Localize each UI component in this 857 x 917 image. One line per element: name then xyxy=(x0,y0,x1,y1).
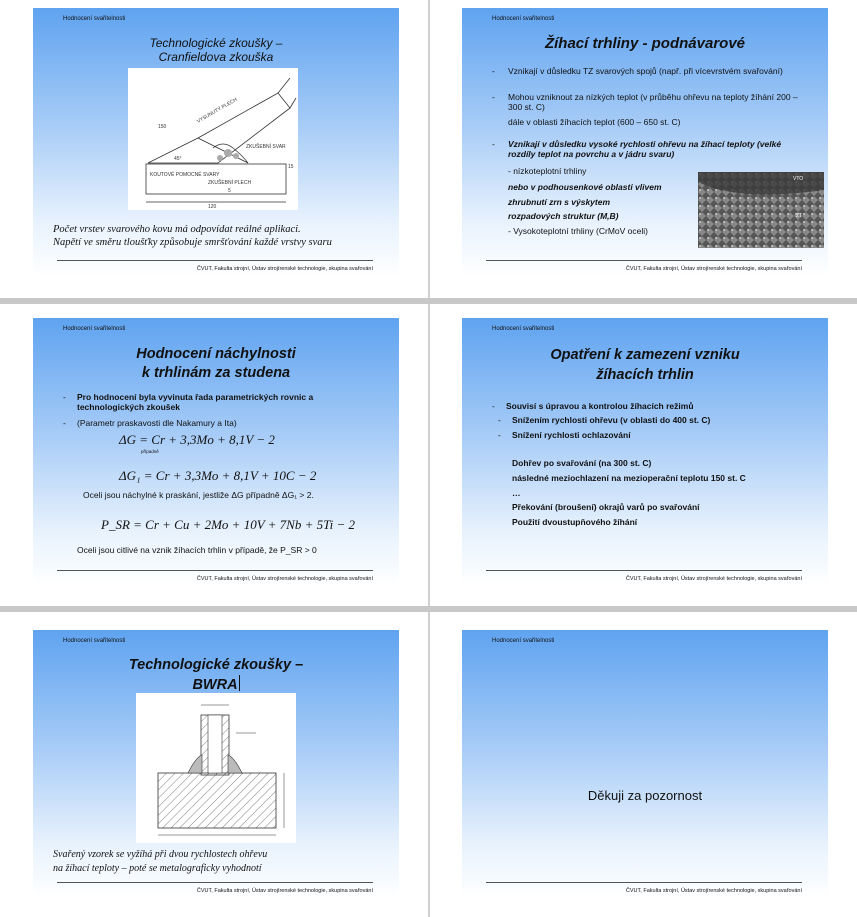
svg-text:VTO: VTO xyxy=(793,176,804,182)
slide-footer: ČVUT, Fakulta strojní, Ústav strojírenské technologie, skupina svařování xyxy=(625,576,802,582)
slide-header: Hodnocení svařitelnosti xyxy=(63,16,126,22)
bullet-text: dále v oblasti žíhacích teplot (600 – 650 st. C) xyxy=(508,117,681,127)
body-line: Dohřev po svařování (na 300 st. C) xyxy=(512,458,652,468)
column-separator xyxy=(428,0,430,917)
svg-text:5: 5 xyxy=(228,188,231,194)
svg-text:KOUTOVÉ POMOCNÉ SVARY: KOUTOVÉ POMOCNÉ SVARY xyxy=(150,172,220,178)
footer-rule xyxy=(57,882,373,883)
svg-text:15: 15 xyxy=(288,164,294,170)
body-line: Použití dvoustupňového žíhání xyxy=(512,517,638,527)
footer-rule xyxy=(57,570,373,571)
svg-text:150: 150 xyxy=(158,124,167,130)
condition-text: Oceli jsou citlivé na vznik žíhacích trhlin v případě, že P_SR > 0 xyxy=(77,545,317,555)
svg-text:ZKUŠEBNÍ SVAR: ZKUŠEBNÍ SVAR xyxy=(246,144,286,150)
bullet-text: Pro hodnocení byla vyvinuta řada parametrických rovnic a technologických zkoušek xyxy=(77,392,314,412)
equation-delta-g: ΔG = Cr + 3,3Mo + 8,1V − 2 xyxy=(119,432,275,447)
sub-text: Snížení rychlosti ochlazování xyxy=(512,430,631,440)
bullet-text: (Parametr praskavosti dle Nakamury a Ita) xyxy=(77,418,237,428)
slide-header: Hodnocení svařitelnosti xyxy=(492,638,555,644)
slide-header: Hodnocení svařitelnosti xyxy=(492,16,555,22)
condition-text: Oceli jsou náchylné k praskání, jestliže ΔG případně ΔG₁ > 2. xyxy=(83,490,314,500)
slide-footer: ČVUT, Fakulta strojní, Ústav strojírenské technologie, skupina svařování xyxy=(625,266,802,272)
sub-text: - nízkoteplotní trhliny xyxy=(508,166,587,176)
slide-caption: Svařený vzorek se vyžíhá při dvou rychlostech ohřevu na žíhací teploty – poté se metalograficky vyhodnotí xyxy=(53,849,268,874)
slide-annealing-cracks[interactable]: Hodnocení svařitelnosti Žíhací trhliny - podnávarové - Vznikají v důsledku TZ svarových spojů (např. při vícevrstvém svařování) - Mohou vzniknout za nízkých teplot (v průběhu ohřevu na teploty žíhání 200 – 300 st. C) dále v oblasti žíhacích teplot (600 – 650 st. C) - Vznikají v důsledku vysoké rychlosti ohřevu na žíhací teploty (velké rozdíly teplot na povrchu a v jádru svaru) - nízkoteplotní trhliny nebo v podhousenkové oblasti vlivem zhrubnutí zrn s výskytem rozpadových struktur (M,B) - Vysokoteplotní trhliny (CrMoV oceli) VTO ZT ČVUT, Fakulta strojní, Ústav strojírenské technologie, skupina svařování xyxy=(462,8,828,276)
body-line: … xyxy=(512,488,521,498)
slide-footer: ČVUT, Fakulta strojní, Ústav strojírenské technologie, skupina svařování xyxy=(196,576,373,582)
slide-title: Žíhací trhliny - podnávarové xyxy=(544,35,746,52)
equation-psr: P_SR = Cr + Cu + 2Mo + 10V + 7Nb + 5Ti − 2 xyxy=(101,517,356,532)
sub-text: rozpadových struktur (M,B) xyxy=(508,211,619,221)
slide-footer: ČVUT, Fakulta strojní, Ústav strojírenské technologie, skupina svařování xyxy=(625,888,802,894)
slide-header: Hodnocení svařitelnosti xyxy=(63,638,126,644)
body-line: následné meziochlazení na mezioperační teplotu 150 st. C xyxy=(512,473,746,483)
slide-footer: ČVUT, Fakulta strojní, Ústav strojírenské technologie, skupina svařování xyxy=(196,266,373,272)
sub-text: - Vysokoteplotní trhliny (CrMoV oceli) xyxy=(508,226,648,236)
row-separator xyxy=(0,606,857,612)
equation-delta-g1: ΔG₁ = Cr + 3,3Mo + 8,1V + 10C − 2 xyxy=(119,468,317,483)
sub-text: Snížením rychlosti ohřevu (v oblasti do 400 st. C) xyxy=(512,415,711,425)
slide-cranfield-test[interactable] xyxy=(33,8,399,276)
footer-rule xyxy=(57,260,373,261)
footer-rule xyxy=(486,260,802,261)
slide-cold-crack-susceptibility[interactable]: Hodnocení svařitelnosti Hodnocení náchylnosti k trhlinám za studena - Pro hodnocení byla vyvinuta řada parametrických rovnic a technologických zkoušek - (Parametr praskavosti dle Nakamury a Ita) ΔG = Cr + 3,3Mo + 8,1V − 2 případně ΔG₁ = Cr + 3,3Mo + 8,1V + 10C − 2 Oceli jsou náchylné k praskání, jestliže ΔG případně ΔG₁ > 2. P_SR = Cr + Cu + 2Mo + 10V + 7Nb + 5Ti − 2 Oceli jsou citlivé na vznik žíhacích trhlin v případě, že P_SR > 0 ČVUT, Fakulta strojní, Ústav strojírenské technologie, skupina svařování xyxy=(33,318,399,586)
row-separator xyxy=(0,298,857,304)
slide-caption: Počet vrstev svarového kovu má odpovídat reálné aplikaci. Napětí ve směru tloušťky způsobuje smršťování každé vrstvy svaru xyxy=(53,224,332,248)
svg-text:ZKUŠEBNÍ PLECH: ZKUŠEBNÍ PLECH xyxy=(208,180,252,186)
text-cursor xyxy=(239,675,240,691)
sub-text: zhrubnutí zrn s výskytem xyxy=(508,197,611,207)
body-line: Překování (broušení) okrajů varů po svařování xyxy=(512,502,700,512)
slide-footer: ČVUT, Fakulta strojní, Ústav strojírenské technologie, skupina svařování xyxy=(196,888,373,894)
svg-text:VYSUNUTÝ PLECH: VYSUNUTÝ PLECH xyxy=(196,96,239,125)
footer-rule xyxy=(486,570,802,571)
equation-note: případně xyxy=(141,449,159,454)
bullet-text: Souvisí s úpravou a kontrolou žíhacích režimů xyxy=(506,401,694,411)
slide-thank-you[interactable] xyxy=(462,630,828,898)
bullet-text: Vznikají v důsledku TZ svarových spojů (např. při vícevrstvém svařování) xyxy=(508,66,783,76)
cranfield-test-drawing xyxy=(128,68,298,210)
sub-text: nebo v podhousenkové oblasti vlivem xyxy=(508,182,662,192)
svg-text:45°: 45° xyxy=(174,156,182,162)
bullet-text: Mohou vzniknout za nízkých teplot (v průběhu ohřevu na teploty žíhání 200 – 300 st. C) xyxy=(508,92,798,112)
svg-text:120: 120 xyxy=(208,204,217,210)
slide-title: Hodnocení náchylnosti k trhlinám za studena xyxy=(136,346,296,381)
slide-header: Hodnocení svařitelnosti xyxy=(492,326,555,332)
footer-rule xyxy=(486,882,802,883)
slide-title: Technologické zkoušky – Cranfieldova zkouška xyxy=(149,36,283,64)
micrograph-image xyxy=(698,172,824,248)
slide-header: Hodnocení svařitelnosti xyxy=(63,326,126,332)
slide-title: Opatření k zamezení vzniku žíhacích trhlin xyxy=(550,347,740,383)
slide-bwra-test[interactable] xyxy=(33,630,399,898)
bwra-test-drawing xyxy=(136,693,296,843)
svg-text:ZT: ZT xyxy=(796,213,803,219)
slide-title: Technologické zkoušky – BWRA xyxy=(128,657,304,693)
thank-you-text: Děkuji za pozornost xyxy=(587,788,703,803)
bullet-text: Vznikají v důsledku vysoké rychlosti ohřevu na žíhací teploty (velké rozdíly teplot na povrchu a v jádru svaru) xyxy=(508,139,782,159)
slide-prevention-measures[interactable]: Hodnocení svařitelnosti Opatření k zamezení vzniku žíhacích trhlin - Souvisí s úpravou a kontrolou žíhacích režimů - Snížením rychlosti ohřevu (v oblasti do 400 st. C) - Snížení rychlosti ochlazování Dohřev po svařování (na 300 st. C) následné meziochlazení na mezioperační teplotu 150 st. C … Překování (broušení) okrajů varů po svařování Použití dvoustupňového žíhání ČVUT, Fakulta strojní, Ústav strojírenské technologie, skupina svařování xyxy=(462,318,828,586)
